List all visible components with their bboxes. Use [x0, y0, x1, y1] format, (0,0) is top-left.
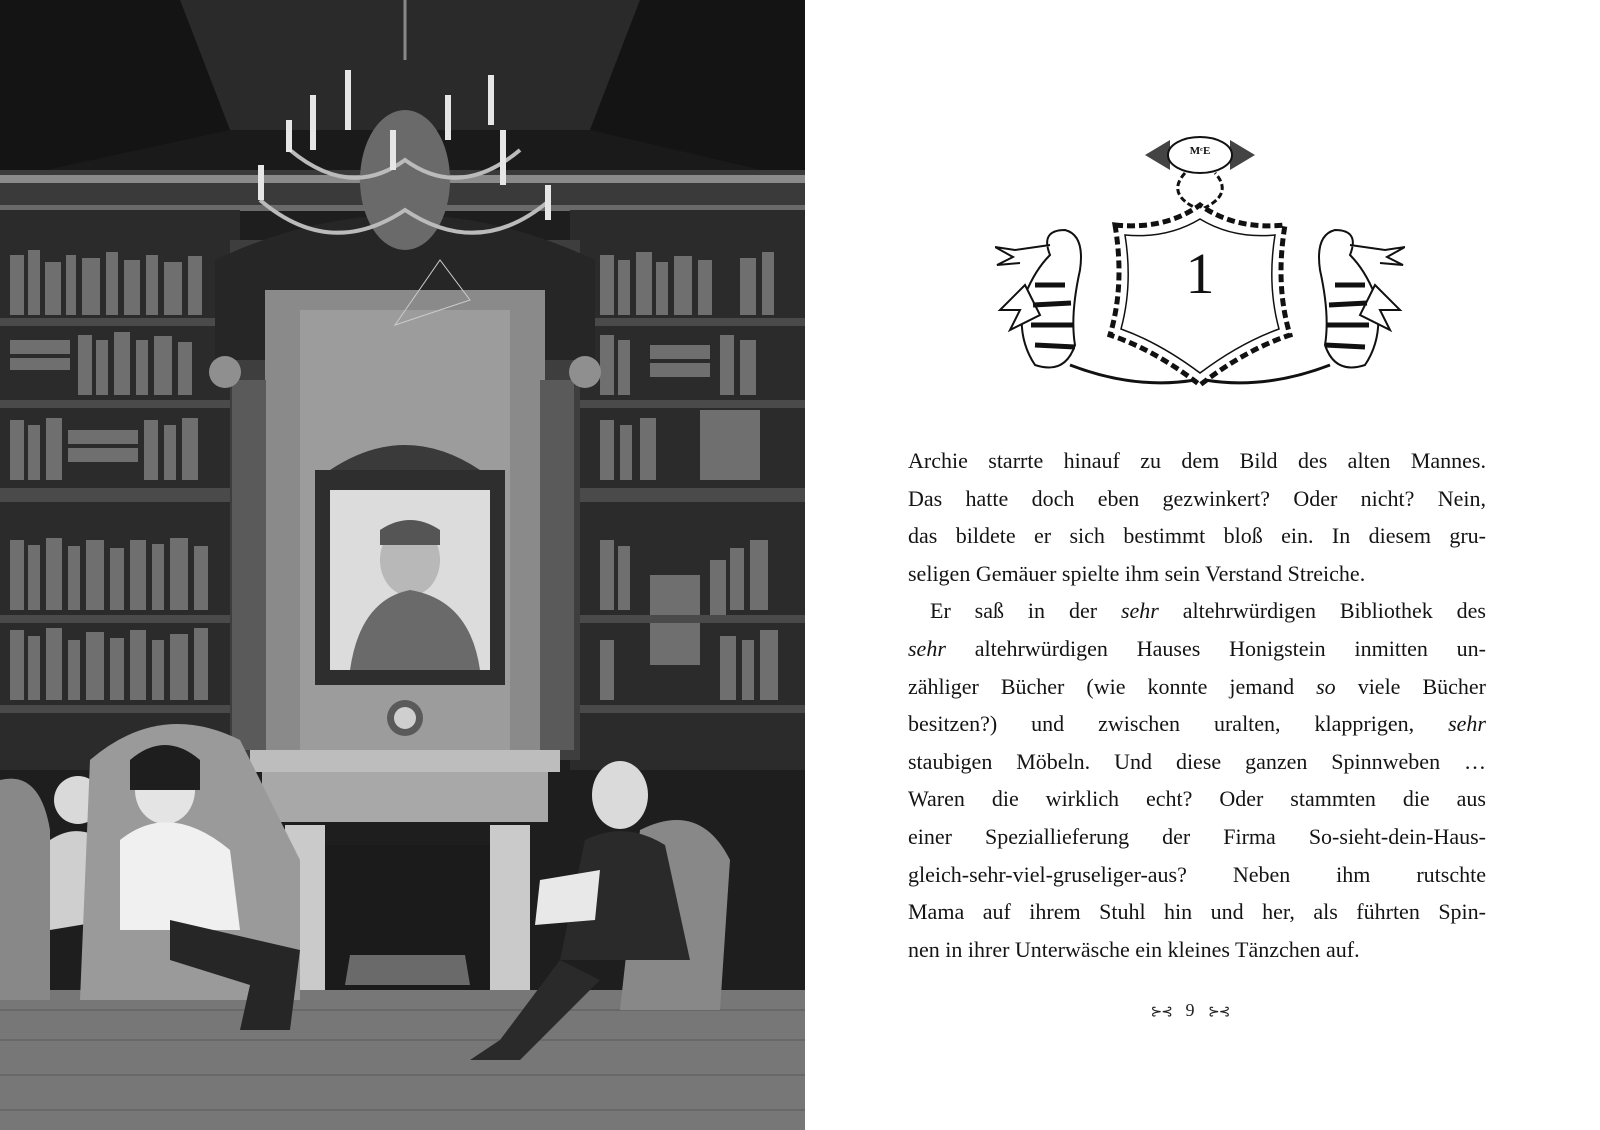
- text-line: sehr altehrwürdigen Hauses Honigstein inmitten un-: [908, 635, 1486, 661]
- bookshelf-right: [570, 210, 805, 770]
- text-line: zähliger Bücher (wie konnte jemand so viele Bücher: [908, 673, 1486, 699]
- text-line: Mama auf ihrem Stuhl hin und her, als führten Spin-: [908, 899, 1486, 925]
- emphasis: sehr: [1120, 598, 1159, 624]
- emphasis: sehr: [1448, 711, 1486, 737]
- text-line: Archie starrte hinauf zu dem Bild des alten Mannes.: [908, 448, 1486, 473]
- ornament-right-icon: ⊱⊰: [1208, 1005, 1230, 1020]
- emphasis: so: [1316, 673, 1336, 699]
- bookshelf-left: [0, 210, 240, 770]
- text-line: Das hatte doch eben gezwinkert? Oder nicht? Nein,: [908, 485, 1486, 511]
- text-line: staubigen Möbeln. Und diese ganzen Spinnweben …: [908, 748, 1486, 774]
- chapter-crest: [995, 135, 1405, 410]
- emphasis: sehr: [908, 635, 946, 661]
- text-line: nen in ihrer Unterwäsche ein kleines Tänzchen auf.: [908, 936, 1360, 962]
- monogram: MᶜE: [1189, 145, 1211, 157]
- text-line: einer Speziallieferung der Firma So-sieht-dein-Haus-: [908, 823, 1486, 849]
- chapter-number: 1: [1185, 241, 1215, 306]
- page-footer: [1130, 1000, 1250, 1021]
- text-line: Er saß in der sehr altehrwürdigen Bibliothek des: [930, 598, 1486, 624]
- ornament-left-icon: ⊱⊰: [1150, 1005, 1172, 1020]
- text-line: seligen Gemäuer spielte ihm sein Verstand Streiche.: [908, 560, 1366, 586]
- text-line: gleich-sehr-viel-gruseliger-aus? Neben ihm rutschte: [908, 861, 1486, 887]
- text-line: das bildete er sich bestimmt bloß ein. In diesem gru-: [908, 523, 1486, 549]
- text-line: Waren die wirklich echt? Oder stammten die aus: [908, 786, 1486, 812]
- page-number: 9: [1185, 1000, 1195, 1020]
- portrait-frame: [315, 445, 505, 685]
- body-text: [908, 442, 1486, 968]
- text-line: besitzen?) und zwischen uralten, klapprigen, sehr: [908, 711, 1486, 737]
